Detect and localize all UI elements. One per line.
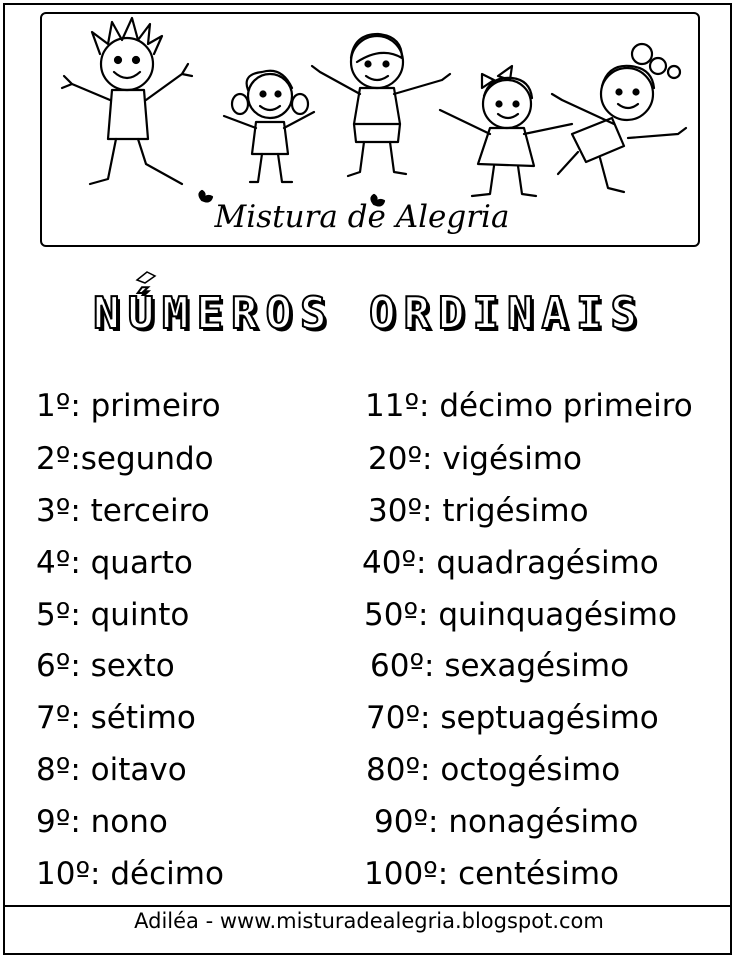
kid-spiky-hair-drawing: [62, 18, 192, 184]
ordinal-entry: 11º: décimo primeiro: [365, 388, 693, 424]
ordinal-entry: 80º: octogésimo: [366, 752, 621, 788]
ordinal-entry: 10º: décimo: [36, 856, 224, 892]
ordinal-entry: 5º: quinto: [36, 597, 190, 633]
ordinal-entry: 3º: terceiro: [36, 493, 210, 529]
kid-pigtails-drawing: [224, 71, 314, 182]
accent-mark-icon: [135, 270, 157, 284]
footer-divider: [3, 905, 732, 907]
brand-logo-text: Mistura de Alegria: [214, 199, 510, 235]
ordinal-entry: 40º: quadragésimo: [362, 545, 659, 581]
ordinal-entry: 6º: sexto: [36, 648, 175, 684]
ordinal-entry: 20º: vigésimo: [368, 441, 582, 477]
ordinal-entry: 8º: oitavo: [36, 752, 187, 788]
ordinal-entry: 50º: quinquagésimo: [364, 597, 677, 633]
ordinal-entry: 2º:segundo: [36, 441, 214, 477]
page-title: NÚMEROS ORDINAIS: [93, 288, 645, 339]
header-banner: [40, 12, 700, 247]
kid-bow-girl-drawing: [440, 66, 572, 196]
ordinal-entry: 1º: primeiro: [36, 388, 221, 424]
kid-tall-boy-drawing: [312, 34, 450, 176]
ordinal-entry: 30º: trigésimo: [368, 493, 589, 529]
footer-credit: Adiléa - www.misturadealegria.blogspot.com: [134, 909, 604, 933]
ordinal-entry: 90º: nonagésimo: [374, 804, 639, 840]
ordinal-entry: 70º: septuagésimo: [366, 700, 659, 736]
ordinal-entry: 100º: centésimo: [364, 856, 619, 892]
ordinal-entry: 4º: quarto: [36, 545, 193, 581]
ordinal-entry: 60º: sexagésimo: [370, 648, 630, 684]
kid-running-girl-drawing: [552, 44, 686, 192]
ordinal-entry: 9º: nono: [36, 804, 168, 840]
ordinal-entry: 7º: sétimo: [36, 700, 196, 736]
